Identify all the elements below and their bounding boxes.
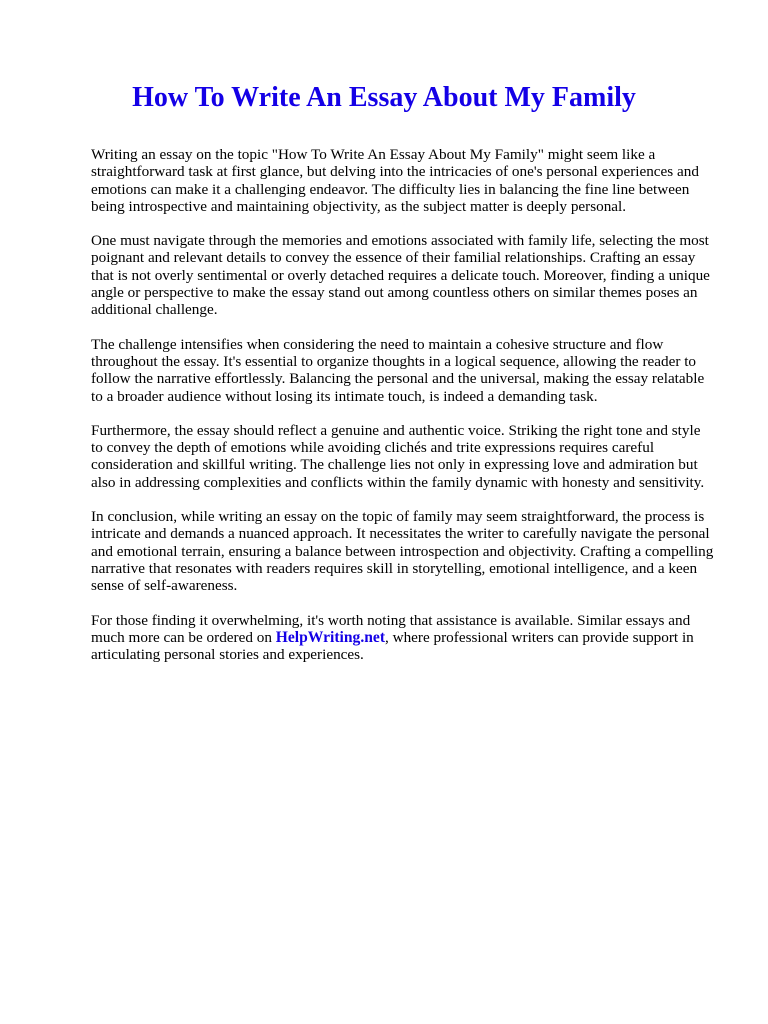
paragraph-5: In conclusion, while writing an essay on the topic of family may seem straightforward, the process is intricate and demands a nuanced approach. It necessitates the writer to carefully navigate the personal and emotional terrain, ensuring a balance between introspection and objectivity. Crafting a compelling narrative that resonates with readers requires skill in storytelling, emotional intelligence, and a keen sense of self-awareness. [91,508,714,595]
closing-text-before-link: For those finding it overwhelming, it's worth noting that assistance is available. Similar essays and much more can be ordered on [91,611,691,646]
paragraph-1: Writing an essay on the topic "How To Write An Essay About My Family" might seem like a straightforward task at first glance, but delving into the intricacies of one's personal experiences and emotions can make it a challenging endeavor. The difficulty lies in balancing the fine line between being introspective and maintaining objectivity, as the subject matter is deeply personal. [91,146,699,215]
page-title: How To Write An Essay About My Family [132,82,636,113]
paragraph-2: One must navigate through the memories and emotions associated with family life, selecting the most poignant and relevant details to convey the essence of their familial relationships. Crafting an essay that is not overly sentimental or overly detached requires a delicate touch. Moreover, finding a unique angle or perspective to make the essay stand out among countless others on similar themes poses an additional challenge. [91,232,710,319]
paragraph-4: Furthermore, the essay should reflect a genuine and authentic voice. Striking the right tone and style to convey the depth of emotions while avoiding clichés and trite expressions requires careful consideration and skillful writing. The challenge lies not only in expressing love and admiration but also in addressing complexities and conflicts within the family dynamic with honesty and sensitivity. [91,421,705,491]
paragraph-3: The challenge intensifies when considering the need to maintain a cohesive structure and flow throughout the essay. It's essential to organize thoughts in a logical sequence, allowing the reader to follow the narrative effortlessly. Balancing the personal and the universal, making the essay relatable to a broader audience without losing its intimate touch, is indeed a demanding task. [91,335,705,405]
closing-text-after-link: , where professional writers can provide support in articulating personal stories and experiences. [91,628,694,664]
document-body [91,146,716,680]
closing-paragraph [91,612,716,664]
helpwriting-link[interactable]: HelpWriting.net [275,628,386,646]
